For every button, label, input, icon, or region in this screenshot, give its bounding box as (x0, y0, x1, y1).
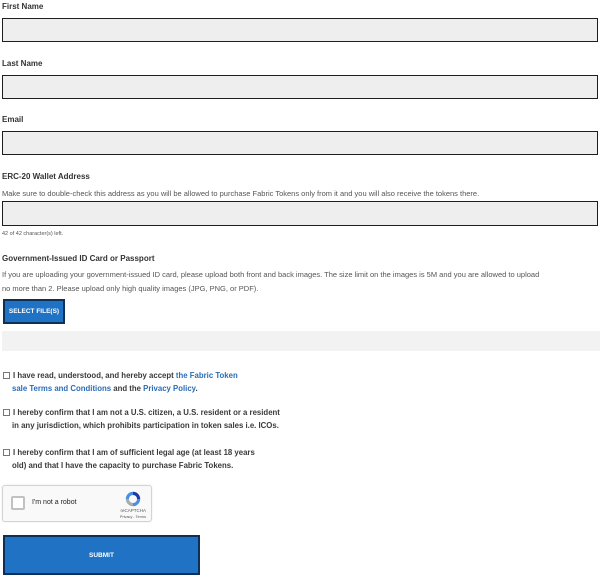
privacy-policy-link[interactable]: Privacy Policy (143, 384, 196, 393)
select-files-button[interactable]: SELECT FILE(S) (3, 299, 65, 324)
recaptcha-terms[interactable]: Privacy - Terms (119, 515, 146, 519)
file-list-area (2, 331, 600, 351)
email-input[interactable] (2, 131, 598, 155)
citizen-text-line2: in any jurisdiction, which prohibits participation in token sales i.e. ICOs. (12, 421, 279, 430)
email-label: Email (2, 115, 24, 124)
id-upload-label: Government-Issued ID Card or Passport (2, 254, 155, 263)
citizen-text-line1: I hereby confirm that I am not a U.S. citizen, a U.S. resident or a resident (13, 408, 280, 417)
first-name-label: First Name (2, 2, 44, 11)
age-text-line1: I hereby confirm that I am of sufficient legal age (at least 18 years (13, 448, 255, 457)
id-upload-help-line1: If you are uploading your government-issued ID card, please upload both front and back images. The size limit on the images is 5M and you are allowed to upload (2, 270, 540, 279)
age-checkbox-row (3, 446, 255, 472)
citizen-checkbox[interactable] (3, 409, 10, 416)
terms-text-prefix: I have read, understood, and hereby accept (13, 371, 176, 380)
terms-link-part2[interactable]: sale Terms and Conditions (12, 384, 112, 393)
last-name-label: Last Name (2, 59, 43, 68)
recaptcha-logo-icon (124, 490, 142, 508)
age-text-line2: old) and that I have the capacity to purchase Fabric Tokens. (12, 461, 234, 470)
submit-button[interactable]: SUBMIT (3, 535, 200, 575)
recaptcha-widget (2, 485, 152, 522)
age-checkbox[interactable] (3, 449, 10, 456)
first-name-input[interactable] (2, 18, 598, 42)
terms-link-part1[interactable]: the Fabric Token (175, 371, 238, 380)
recaptcha-label: I'm not a robot (32, 499, 77, 506)
wallet-label: ERC-20 Wallet Address (2, 172, 90, 181)
wallet-help-text: Make sure to double-check this address as you will be allowed to purchase Fabric Tokens only from it and you will also receive the tokens there. (2, 189, 480, 198)
terms-checkbox[interactable] (3, 372, 10, 379)
id-upload-help-line2: no more than 2. Please upload only high quality images (JPG, PNG, or PDF). (2, 284, 259, 293)
last-name-input[interactable] (2, 75, 598, 99)
recaptcha-checkbox[interactable] (11, 496, 25, 510)
citizen-checkbox-row (3, 406, 280, 432)
wallet-char-counter: 42 of 42 character(s) left. (2, 231, 64, 237)
terms-text-mid: and the (111, 384, 144, 393)
terms-text-end: . (195, 384, 198, 393)
recaptcha-brand: reCAPTCHA (120, 508, 146, 513)
terms-checkbox-row (3, 369, 238, 395)
wallet-address-input[interactable] (2, 201, 598, 226)
